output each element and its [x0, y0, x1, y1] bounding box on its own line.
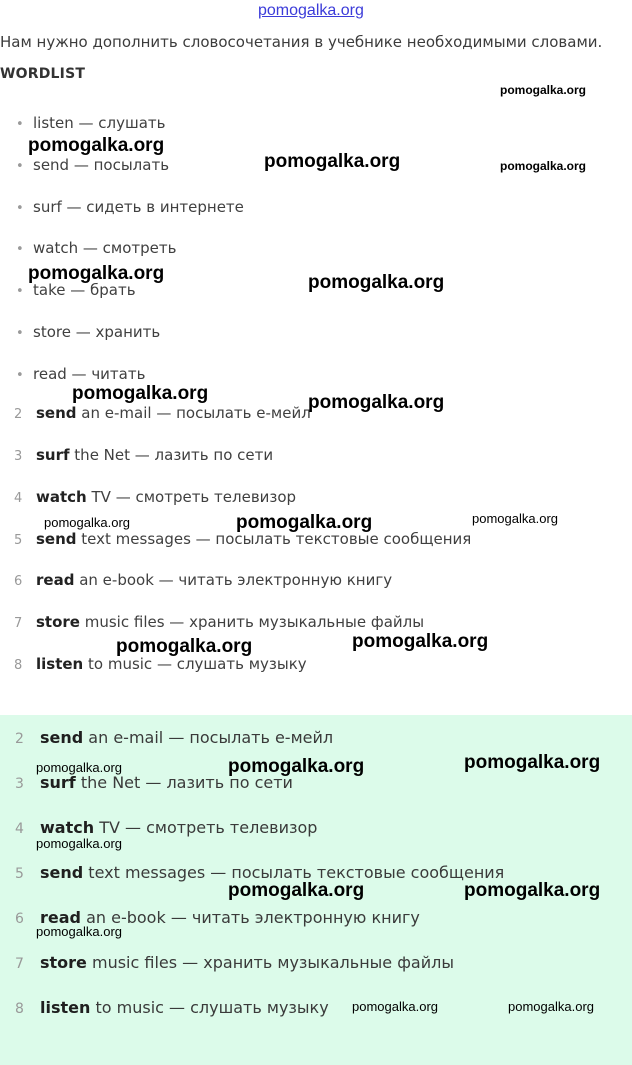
watermark: pomogalka.org: [508, 999, 594, 1014]
phrase-rest: text messages — посылать текстовые сообщения: [76, 530, 472, 548]
phrase-rest: the Net — лазить по сети: [69, 446, 274, 464]
watermark: pomogalka.org: [72, 383, 209, 404]
phrase-verb: watch: [36, 488, 87, 506]
watermark: pomogalka.org: [308, 272, 445, 293]
wordlist-item: [16, 156, 169, 174]
bullet-icon: •: [16, 284, 24, 299]
answer-verb: send: [40, 863, 84, 882]
wordlist-item-text: store — хранить: [33, 323, 161, 341]
answer-number: 7: [15, 956, 24, 972]
wordlist-item-text: send — посылать: [33, 156, 170, 174]
watermark: pomogalka.org: [500, 159, 587, 173]
watermark: pomogalka.org: [464, 752, 601, 773]
phrase-verb: surf: [36, 446, 70, 464]
phrase-rest: an e-book — читать электронную книгу: [74, 571, 393, 589]
answer-row: [15, 953, 454, 972]
phrase-rest: TV — смотреть телевизор: [86, 488, 297, 506]
phrase-number: 5: [14, 533, 23, 548]
answer-rest: music files — хранить музыкальные файлы: [86, 953, 454, 972]
phrase-row: [14, 488, 296, 506]
watermark: pomogalka.org: [44, 515, 130, 530]
watermark: pomogalka.org: [36, 760, 122, 775]
watermark: pomogalka.org: [28, 135, 165, 156]
watermark: pomogalka.org: [236, 512, 373, 533]
phrase-number: 2: [14, 407, 23, 422]
answer-number: 4: [15, 821, 24, 837]
answer-rest: an e-mail — посылать е-мейл: [83, 728, 334, 747]
answer-verb: store: [40, 953, 87, 972]
phrase-verb: read: [36, 571, 75, 589]
wordlist-item: [16, 365, 145, 383]
answer-row: [15, 998, 329, 1017]
watermark: pomogalka.org: [308, 392, 445, 413]
answer-number: 2: [15, 731, 24, 747]
wordlist-item: [16, 114, 166, 132]
answer-row: [15, 773, 293, 792]
wordlist-item: [16, 281, 136, 299]
phrase-verb: store: [36, 613, 80, 631]
phrase-row: [14, 571, 392, 589]
phrase-number: 6: [14, 574, 23, 589]
answer-rest: TV — смотреть телевизор: [94, 818, 318, 837]
wordlist-item-text: listen — слушать: [33, 114, 166, 132]
intro-text: Нам нужно дополнить словосочетания в учебнике необходимыми словами.: [0, 33, 603, 51]
watermark: pomogalka.org: [352, 999, 438, 1014]
answer-verb: send: [40, 728, 84, 747]
answer-row: [15, 728, 333, 747]
phrase-row: [14, 655, 307, 673]
answer-rest: an e-book — читать электронную книгу: [81, 908, 420, 927]
answer-number: 5: [15, 866, 24, 882]
watermark: pomogalka.org: [228, 756, 365, 777]
answer-verb: read: [40, 908, 81, 927]
watermark: pomogalka.org: [500, 83, 587, 97]
answer-row: [15, 863, 504, 882]
answer-number: 6: [15, 911, 24, 927]
answer-number: 8: [15, 1001, 24, 1017]
phrase-rest: music files — хранить музыкальные файлы: [79, 613, 425, 631]
answer-rest: to music — слушать музыку: [90, 998, 329, 1017]
phrase-number: 8: [14, 658, 23, 673]
watermark: pomogalka.org: [352, 631, 489, 652]
wordlist-item-text: take — брать: [33, 281, 136, 299]
bullet-icon: •: [16, 242, 24, 257]
answer-rest: the Net — лазить по сети: [75, 773, 293, 792]
phrase-row: [14, 613, 424, 631]
watermark: pomogalka.org: [116, 636, 253, 657]
wordlist-item-text: read — читать: [33, 365, 146, 383]
answer-rest: text messages — посылать текстовые сообщения: [83, 863, 505, 882]
watermark: pomogalka.org: [36, 836, 122, 851]
wordlist-item-text: watch — смотреть: [33, 239, 177, 257]
bullet-icon: •: [16, 117, 24, 132]
wordlist-item: [16, 323, 160, 341]
phrase-number: 7: [14, 616, 23, 631]
wordlist-title: WORDLIST: [0, 66, 86, 82]
watermark: pomogalka.org: [28, 263, 165, 284]
answer-row: [15, 818, 317, 837]
watermark: pomogalka.org: [228, 880, 365, 901]
answer-verb: surf: [40, 773, 76, 792]
phrase-verb: listen: [36, 655, 84, 673]
answer-verb: listen: [40, 998, 91, 1017]
phrase-verb: send: [36, 404, 77, 422]
wordlist-item: [16, 239, 176, 257]
site-link[interactable]: pomogalka.org: [258, 2, 364, 19]
phrase-row: [14, 530, 471, 548]
bullet-icon: •: [16, 201, 24, 216]
bullet-icon: •: [16, 326, 24, 341]
phrase-rest: an e-mail — посылать е-мейл: [76, 404, 311, 422]
answer-verb: watch: [40, 818, 95, 837]
phrase-verb: send: [36, 530, 77, 548]
phrase-number: 4: [14, 491, 23, 506]
bullet-icon: •: [16, 159, 24, 174]
wordlist-item-text: surf — сидеть в интернете: [33, 198, 244, 216]
wordlist-item: [16, 198, 244, 216]
bullet-icon: •: [16, 368, 24, 383]
phrase-number: 3: [14, 449, 23, 464]
phrase-row: [14, 404, 311, 422]
answer-row: [15, 908, 420, 927]
watermark: pomogalka.org: [36, 924, 122, 939]
answer-number: 3: [15, 776, 24, 792]
phrase-rest: to music — слушать музыку: [83, 655, 307, 673]
watermark: pomogalka.org: [464, 880, 601, 901]
watermark: pomogalka.org: [472, 511, 558, 526]
phrase-row: [14, 446, 273, 464]
watermark: pomogalka.org: [264, 151, 401, 172]
